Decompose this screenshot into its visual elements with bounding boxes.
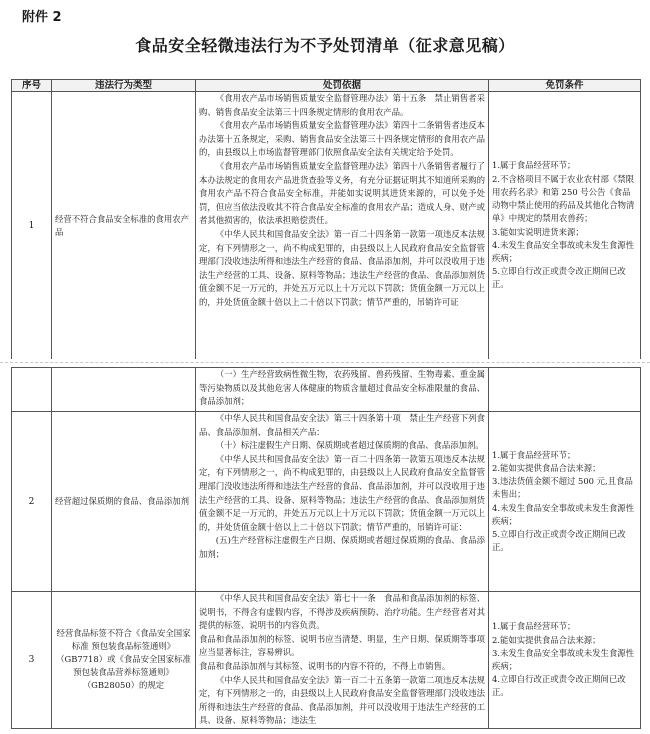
penalty-table-top [11,79,641,360]
attachment-label: 附件 2 [22,10,62,25]
basis-paragraph: (五)生产经营标注虚假生产日期、保质期或者超过保质期的食品、食品添加剂； [199,535,485,559]
exemption-item: 1.属于食品经营环节； [492,160,576,171]
exemption-item: 5.立即自行改正或责令改正期间已改正。 [492,528,626,553]
penalty-basis [196,92,489,360]
exemption-conditions [489,592,641,729]
exemption-conditions [489,412,641,592]
exemption-item: 2.能如实提供食品合法来源； [492,462,601,473]
exemption-conditions [489,368,641,412]
exemption-item: 1.属于食品经营环节； [492,621,576,632]
table-row [12,592,641,729]
exemption-item: 4.立即自行改正或责令改正期间已改正。 [492,674,626,698]
header-basis: 处罚依据 [196,80,489,92]
exemption-item: 3.未发生食品安全事故或未发生食源性疾病； [492,647,634,671]
basis-paragraph: （一）生产经营致病性微生物，农药残留、兽药残留、生物毒素、重金属等污染物质以及其他危害人体健康的物质含量超过食品安全标准限量的食品、食品添加剂； [199,369,485,407]
violation-type: 经营不符合食品安全标准的食用农产品 [52,92,196,360]
row-number [12,368,52,412]
header-no: 序号 [12,80,52,92]
table-row [12,92,641,360]
basis-paragraph: 《中华人民共和国食品安全法》第三十四条第十项 禁止生产经营下列食品、食品添加剂、食品相关产品： [199,413,485,437]
basis-paragraph: 食品和食品添加剂与其标签、说明书的内容不符的，不得上市销售。 [199,660,451,671]
penalty-basis [196,412,489,592]
row-number: 2 [12,412,52,592]
row-number: 1 [12,92,52,360]
exemption-item: 3.违法货值金额不超过 500 元,且食品未售出； [492,476,633,500]
basis-paragraph: 《中华人民共和国食品安全法》第一百二十四条第一款第五项违反本法规定，有下列情形之一，尚不构成犯罪的，由县级以上人民政府食品安全监督管理部门没收违法所得和违法生产经营的食品、食品添加剂，并可以没收用于违法生产经营的工具、设备、原料等物品；违法生产经营的食品、食品添加剂货值金额不足一万元的，并处五万元以上十万元以下罚款；货值金额一万元以上的，并处货值金额十倍以上二十倍以下罚款；情节严重的，吊销许可证： [199,453,485,532]
violation-type: 经营超过保质期的食品、食品添加剂 [52,412,196,592]
header-type: 违法行为类型 [52,80,196,92]
basis-paragraph: 食品和食品添加剂的标签、说明书应当清楚、明显，生产日期、保质期等事项应当显著标注，容易辨识。 [199,633,485,658]
table-header-row [12,80,641,92]
row-number: 3 [12,592,52,729]
exemption-item: 2.能如实提供食品合法来源； [492,634,601,645]
exemption-item: 4.未发生食品安全事故或未发生食源性疾病； [492,239,634,263]
basis-paragraph: 《食用农产品市场销售质量安全监督管理办法》第四十二条销售者违反本办法第十五条规定，采购、销售食品安全法第三十四条规定情形的食用农产品的，由县级以上市场监督管理部门依照食品安全法有关规定给予处罚。 [199,120,485,158]
exemption-item: 4.未发生食品安全事故或未发生食源性疾病； [492,502,634,526]
basis-paragraph: 《中华人民共和国食品安全法》第一百二十五条第一款第二项违反本法规定，有下列情形之一的，由县级以上人民政府食品安全监督管理部门没收违法所得和违法生产经营的食品、食品添加剂，并可以没收用于违法生产经营的工具、设备、原料等物品；违法生 [199,674,485,726]
basis-paragraph: 《食用农产品市场销售质量安全监督管理办法》第十五条 禁止销售者采购、销售食品安全法第三十四条规定情形的食用农产品。 [199,93,485,117]
table-row-continued [12,368,641,412]
basis-paragraph: 《中华人民共和国食品安全法》第一百二十四条第一款第一项违反本法规定，有下列情形之一，尚不构成犯罪的，由县级以上人民政府食品安全监督管理部门没收违法所得和违法生产经营的食品、食品添加剂，并可以没收用于违法生产经营的工具、设备、原料等物品；违法生产经营的食品、食品添加剂货值金额不足一万元的，并处五万元以上十万元以下罚款；货值金额一万元以上的，并处货值金额十倍以上二十倍以下罚款；情节严重的，吊销许可证 [199,228,485,307]
penalty-basis [196,592,489,729]
header-exempt: 免罚条件 [489,80,641,92]
table-row [12,412,641,592]
exemption-conditions [489,92,641,360]
exemption-item: 1.属于食品经营环节； [492,449,576,460]
penalty-basis [196,368,489,412]
exemption-item: 2.不含格项目不属于农业农村部《禁限用农药名录》和第 250 号公告《食品动物中禁止使用的药品及其他化合物清单》中规定的禁用农兽药； [492,173,635,224]
basis-paragraph: 《食用农产品市场销售质量安全监督管理办法》第四十八条销售者履行了本办法规定的食用农产品进货查验等义务，有充分证据证明其不知道所采购的食用农产品不符合食品安全标准，并能如实说明其进货来源的，可以免予处罚，但应当依法没收其不符合食品安全标准的食用农产品；造成人身、财产或者其他损害的，依法承担赔偿责任。 [199,160,485,226]
exemption-item: 5.立即自行改正或责令改正期间已改正。 [492,266,626,290]
page-title: 食品安全轻微违法行为不予处罚清单（征求意见稿） [135,36,515,55]
page-break-line [0,362,650,363]
exemption-item: 3.能如实说明进货来源； [492,226,584,237]
violation-type [52,368,196,412]
basis-paragraph: （十）标注虚假生产日期、保质期或者超过保质期的食品、食品添加剂。 [215,440,484,451]
basis-paragraph: 《中华人民共和国食品安全法》第七十一条 食品和食品添加剂的标签、说明书，不得含有虚假内容，不得涉及疾病预防、治疗功能。生产经营者对其提供的标签、说明书的内容负责。 [199,593,485,631]
penalty-table-bottom [11,367,641,729]
violation-type: 经营食品标签不符合《食品安全国家标准 预包装食品标签通则》（GB7718）或《食品安全国家标准 预包装食品营养标签通则》（GB28050）的规定 [52,592,196,729]
